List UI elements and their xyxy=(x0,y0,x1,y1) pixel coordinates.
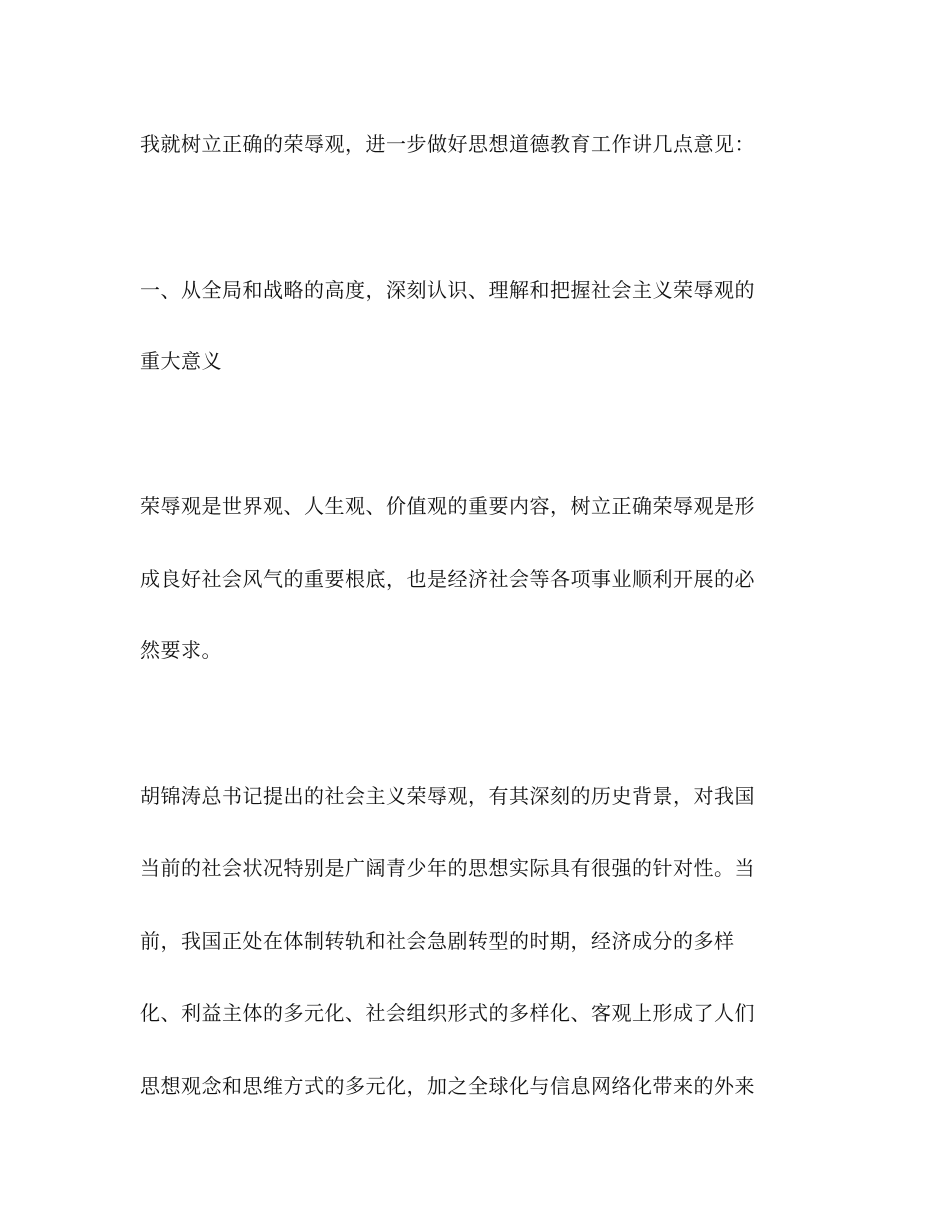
intro-line: 我就树立正确的荣辱观，进一步做好思想道德教育工作讲几点意见： xyxy=(140,132,755,156)
section-heading-line-2: 重大意义 xyxy=(140,349,222,373)
paragraph-2-line-2: 当前的社会状况特别是广阔青少年的思想实际具有很强的针对性。当 xyxy=(140,856,755,880)
paragraph-2-line-5: 思想观念和思维方式的多元化，加之全球化与信息网络化带来的外来 xyxy=(140,1074,755,1098)
section-heading-line-1: 一、从全局和战略的高度，深刻认识、理解和把握社会主义荣辱观的 xyxy=(140,278,755,302)
paragraph-2-line-4: 化、利益主体的多元化、社会组织形式的多样化、客观上形成了人们 xyxy=(140,1001,755,1025)
paragraph-1-line-3: 然要求。 xyxy=(140,638,222,662)
paragraph-2-line-1: 胡锦涛总书记提出的社会主义荣辱观，有其深刻的历史背景，对我国 xyxy=(140,784,755,808)
paragraph-1-line-2: 成良好社会风气的重要根底，也是经济社会等各项事业顺利开展的必 xyxy=(140,567,755,591)
paragraph-1-line-1: 荣辱观是世界观、人生观、价值观的重要内容，树立正确荣辱观是形 xyxy=(140,494,755,518)
paragraph-2-line-3: 前，我国正处在体制转轨和社会急剧转型的时期，经济成分的多样 xyxy=(140,929,735,953)
